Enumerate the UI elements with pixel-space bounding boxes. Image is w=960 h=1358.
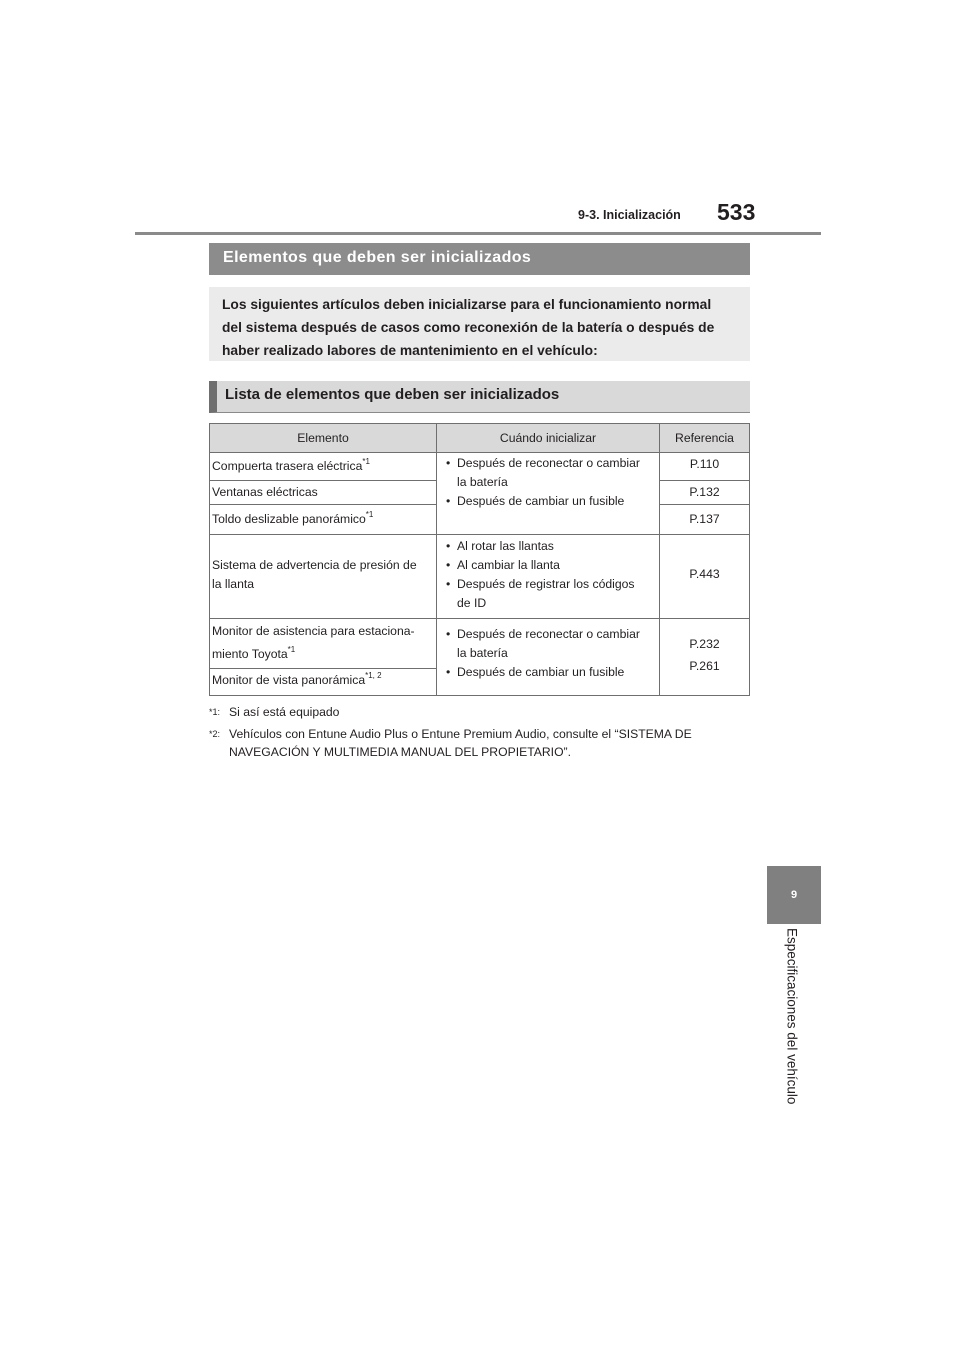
chapter-tab[interactable] — [767, 866, 821, 924]
page-number: 533 — [717, 199, 756, 225]
list-item: • Después de cambiar un fusible — [443, 663, 655, 682]
table-rule — [659, 480, 749, 481]
chapter-title: Especificaciones del vehículo — [784, 928, 800, 1105]
table-rule — [210, 668, 436, 669]
table-cell-item: Monitor de asistencia para estaciona- miento Toyota$^{*1}$ — [212, 624, 415, 661]
table-cell-item: Toldo deslizable panorámico$^{*1}$ — [212, 510, 374, 526]
list-item: • Al rotar las llantas — [443, 537, 655, 556]
table-cell-reference: P.137 — [689, 512, 720, 526]
column-header-reference: Referencia — [675, 431, 734, 445]
table-cell-when — [443, 625, 655, 682]
section-heading: Elementos que deben ser inicializados — [209, 243, 750, 275]
list-item: • Después de reconectar o cambiar la batería — [443, 625, 655, 663]
footnote: *2: Vehículos con Entune Audio Plus o Entune Premium Audio, consulte el “SISTEMA DE NAVEGACIÓN Y MULTIMEDIA MANUAL DEL PROPIETARIO”. — [209, 727, 692, 759]
intro-line: Los siguientes artículos deben inicializarse para el funcionamiento normal — [222, 297, 712, 312]
table-rule — [436, 424, 437, 695]
intro-line: haber realizado labores de mantenimiento en el vehículo: — [222, 343, 598, 358]
table-cell-when — [443, 454, 655, 511]
footnote: *1: Si así está equipado — [209, 705, 340, 719]
intro-paragraph — [209, 287, 750, 361]
table-cell-reference: P.232 P.261 — [689, 637, 720, 673]
table-cell-item: Ventanas eléctricas — [212, 485, 318, 499]
subsection-heading: Lista de elementos que deben ser inicializados — [209, 381, 750, 413]
column-header-element: Elemento — [297, 431, 349, 445]
table-cell-item: Monitor de vista panorámica$^{*1, 2}$ — [212, 671, 382, 687]
column-header-when: Cuándo inicializar — [499, 431, 597, 445]
list-item: • Al cambiar la llanta — [443, 556, 655, 575]
chapter-number: 9 — [790, 889, 798, 901]
table-rule — [210, 452, 749, 453]
header-divider — [135, 232, 821, 235]
footnotes — [209, 703, 750, 765]
table-rule — [210, 504, 436, 505]
table-rule — [210, 618, 749, 619]
table-cell-when — [443, 537, 655, 613]
table-cell-reference: P.443 — [689, 567, 720, 581]
table-cell-reference: P.110 — [689, 457, 720, 471]
table-cell-item: Sistema de advertencia de presión de la llanta — [212, 558, 417, 591]
list-item: • Después de cambiar un fusible — [443, 492, 655, 511]
table-rule — [659, 504, 749, 505]
table-cell-item: Compuerta trasera eléctrica$^{*1}$ — [212, 457, 370, 473]
table-rule — [210, 534, 749, 535]
table-cell-reference: P.132 — [689, 485, 720, 499]
header-section-title: 9-3. Inicialización — [578, 208, 681, 222]
intro-line: del sistema después de casos como reconexión de la batería o después de — [222, 320, 715, 335]
initialization-table — [209, 423, 750, 696]
list-item: • Después de registrar los códigos de ID — [443, 575, 655, 613]
table-rule — [210, 480, 436, 481]
list-item: • Después de reconectar o cambiar la batería — [443, 454, 655, 492]
chapter-side-label — [781, 928, 803, 1118]
